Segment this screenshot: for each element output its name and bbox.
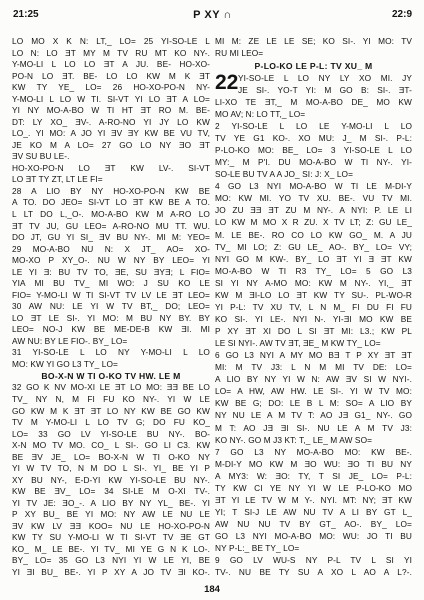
text-line: SI YI NY A-MO MO: KW M NY-. YI,_ ƎT <box>215 277 412 288</box>
text-line: KO_ M_ LE BE-. YI TV_ MI YE G N K LO-. <box>12 543 210 554</box>
text-line: L LT DO L,_O-. MO-A-BO KW M A-RO LO <box>12 208 210 219</box>
text-line: LO= 33 GO LV YI-SO-LE BU NY-. BO- <box>12 428 210 439</box>
text-line: 28 A LIO BY NY HO-XO-PO-N KW BE <box>12 185 210 196</box>
section-heading: BO-X-N W TI O-KO TV HW. LE M <box>41 371 181 382</box>
text-line: ƎT YI LE TV W M Y-. NYI. MT: NY; ƎT KW <box>215 494 412 505</box>
text-line: MO-A-BO W TI R3 TY_ LO= 5 GO L3 <box>215 265 412 276</box>
text-line: A TO. DO JEO= SI-VT LO ƎT KW BE A TO. <box>12 197 210 208</box>
text-line: LO N: LO ƎT MY M TV RU MT KO NY-. <box>12 47 210 58</box>
text-line: JE KO M A LO= 27 GO LO NY ƎO ƎT <box>12 139 210 150</box>
text-line: LE YI Ǝ: BU TV TO, ƎE, SU ƎYƎ; L FIO= <box>12 266 210 277</box>
book-title: P XY ∩ <box>193 9 232 21</box>
text-line: YI P-L: TV XU TV, L N M_ FI DU FI FU <box>215 301 412 312</box>
text-line: LO= A HW, AW HW. LE SI-. YI W TV MO: <box>215 386 412 397</box>
text-line: KW TY YE_ LO= 26 HO-XO-PO-N NY- <box>12 82 210 93</box>
text-line: ƎV SU BU LE-. <box>12 151 70 162</box>
text-line: P XY BU_ BE YI MO: NY AW LE NU LE <box>12 509 210 520</box>
text-line: BE ƎV JE_ LO= BO-X-N W TI O-KO NY <box>12 451 210 462</box>
chapter-verse-start: 21:25 <box>13 9 39 20</box>
text-line: TV_ NY N, M FI FU KO NY-. YI W LE <box>12 393 210 404</box>
text-line: Y-MO-LI L LO W TI. SI-VT YI LO ƎT A LO= <box>12 93 210 104</box>
text-line: LO ƎT TY ZT, LT LE FI= <box>12 174 103 185</box>
section-heading: P-LO-KO LE P-L: TV XU_ M <box>254 61 373 72</box>
text-line: LO MO X K N: LT,_ LO= 25 YI-SO-LE L <box>12 37 210 46</box>
text-line: MO: KW MI. YO TV XU. BE-. VU TV MI. <box>215 193 412 204</box>
text-line: JE SI-. YO-T YI: M GO B: SI-. ƎT- <box>238 84 412 95</box>
text-line: 6 GO L3 NYI A MY MO BƎ T P XY ƎT ƎT <box>215 350 412 361</box>
text-line: YI TV JE: ƎO_-. A LIO BY NY YL_ BE-. YI <box>12 497 210 508</box>
text-line: LE SI NYI-. AW TV ƎT, ƎE_ M KW TY_ LO= <box>215 338 381 349</box>
line-text: YI-SO-LE L LO NY LY XO MI. JY <box>238 72 412 83</box>
text-line: 30 AW NU: LE YI W TV BT,_ DO; LEO= <box>12 301 210 312</box>
text-line: A LIO BY NY YI W N: AW ƎV SI W NYI-. <box>215 374 412 385</box>
text-line: SO-LE BU TV A A JO_ SI: J: X_ LO= <box>215 169 354 180</box>
text-line: 29 MO-A-BO NU N: X JT_ AO= XO- <box>12 243 210 254</box>
text-line: LO ƎT LE SI-. YI MO: M BU NY BY. BY <box>12 312 210 323</box>
text-line: 9 GO LV WU-S NY P-L TV L SI YI <box>215 555 412 566</box>
text-line: KO NY-. GO M J3 KT: T,_ LE_ M AW SO= <box>215 434 373 445</box>
text-line: MI M: ZE LE LE SE; KO SI-. YI MO: TV <box>215 37 412 46</box>
text-line: YI W TV TO, N M DO L SI-. YI_ BE YI P <box>12 463 210 474</box>
text-line: YIA MI BU TV_ MI WO: J SU KO LE <box>12 278 210 289</box>
text-line: X-N MO TV MO. CO_ L SI-. GO LI C3. KW <box>12 440 210 451</box>
text-line: ƎT TV JU, GU LEO= A-RO-NO MU TT. WU. <box>12 220 210 231</box>
text-line: DO JT, GU YI SI_ ƎV BU NY-. MI M: YEO= <box>12 232 210 243</box>
text-line: M-DI-Y MO KW M ƎO WU: ƎO TI BU NY <box>215 458 412 469</box>
page-number: 184 <box>204 584 220 595</box>
text-line: BY_ LO= 35 GO L3 NYI YI W LE YI, BE <box>12 555 210 566</box>
text-line: Y-MO-LI L LO LO ƎT A JU. BE- HO-XO- <box>12 59 210 70</box>
text-line: TV YE G1 KO-. XO MU: J_ M SI-. P-L: <box>215 133 412 143</box>
text-line: M. LE BE-. RO CO LO KW GO_ M. A JU <box>215 229 412 240</box>
text-line: NYI GO M KW-. BY_ LO ƎT YI Ǝ ƎT KW <box>215 253 412 264</box>
text-line: TY KW CI YE NY YI W LE P-LO-KO MO <box>215 482 412 493</box>
text-line: KW TY SU Y-MO-LI W TI SI-VT TV ƎE GT <box>12 532 210 543</box>
text-line: MY:_ M P'I. DU MO-A-BO W TI NY-. YI- <box>215 157 412 168</box>
text-line: XY BU NY-, E-D-YI KW YI-SO-LE BU NY-. <box>12 474 210 485</box>
chapter-number: 22 <box>215 70 239 94</box>
text-line: LO_. YI MO: A JO YI ƎV ƎY KW BE VU TV, <box>12 128 210 139</box>
text-line: LEO= NO-J KW BE ME-DE-B KW ƎI. MI <box>12 324 210 335</box>
left-text-column <box>12 37 210 578</box>
text-line: YI ƎI BU_ BE-. YI P XY A JO TV ƎI KO-. <box>12 566 210 577</box>
text-line: A MY3: W: ƎO: TY, T SI JE_ LO= P-L: <box>215 470 412 481</box>
text-line: NY NU LE A M TV T: AO JƎ G1_ NY-. GO <box>215 410 412 421</box>
text-line: 2 YI-SO-LE L LO LE Y-MO-LI L LO <box>215 120 412 131</box>
text-line: YI NY MO-A-BO W TI HT ƎT RO M. BE- <box>12 105 210 116</box>
text-line: 4 GO L3 NYI MO-A-BO W TI LE M-DI-Y <box>215 181 412 192</box>
text-line: RU MI LEO= <box>215 48 264 59</box>
text-line: P-LO-KO MO: BE_ LO= 3 YI-SO-LE L LO <box>215 145 412 156</box>
text-line: AW NU: BY LE FIO-. BY_ LO= <box>12 335 128 346</box>
text-line: P XY ƎT XI DO L SI ƎT MI: L3.; KW PL <box>215 326 412 336</box>
text-line: FIO= Y-MO-LI W TI SI-VT TV LV LE ƎT LEO= <box>12 289 210 300</box>
text-line: YI; T SI-J LE AW NU TV A LI BY GT L_ <box>215 506 412 517</box>
text-line: MO-XO P XY_O-. NU W NY BY LEO= YI <box>12 255 210 266</box>
text-line: GO KW M K ƎT ƎT LO NY KW BE GO KW <box>12 405 210 416</box>
running-header <box>13 8 412 22</box>
text-line: JO ZU ƎƎ ƎT ZU M NY-. A NYI: P. LE LI <box>215 205 412 216</box>
text-line: ƎV KW LV ƎƎ KOO= NU LE HO-XO-PO-N <box>12 520 210 531</box>
text-line: TV_ MI LO; Z: GU LE_ AO-. BY_ LO= VY; <box>215 241 412 252</box>
text-line: PO-N LO ƎT. BE- LO LO KW M K ƎT <box>12 70 210 81</box>
text-line: AW NU NU TV BY GT_ AO-. BY_ LO= <box>215 519 412 529</box>
text-line: M T: AO JƎ ƎI SI-. NU LE A M TV J3: <box>215 422 412 433</box>
text-line: KO SI-. YI LE-. NYI N-. YI-ƎI MO KW BE <box>215 313 412 324</box>
text-line: KW M ƎI-LO LO ƎT KW TY SU-. PL-WO-R <box>215 289 412 300</box>
text-line: 7 GO L3 NY MO-A-BO MO: KW BE-. <box>215 446 412 457</box>
text-line: 32 GO K NV MO-XI LE ƎT LO MO: ƎƎ BE LO <box>12 382 210 393</box>
text-line: TV M Y-MO-LI L LO TV G; DO FU KO_ <box>12 417 210 428</box>
text-line: MI: M TV J3: L N M MI TV DE: LO= <box>215 362 412 373</box>
text-line: HO-XO-PO-N LO ƎT KW LV-. SI-VT <box>12 162 210 173</box>
text-line: 31 YI-SO-LE L LO NY Y-MO-LI L LO <box>12 347 210 358</box>
text-line: KW BE ƎV_ LO= 34 SI-LE M O-XI TV-. <box>12 486 210 497</box>
text-line: MO: KW YI GO L3 TY_ LO= <box>12 358 118 369</box>
chapter-verse-end: 22:9 <box>391 9 412 20</box>
text-line: TV-. NU BE TY SU A XO L AO A L?-. <box>215 567 412 578</box>
text-line: LO KW M MO X R ZU. X TV LT; Z: GU LE_ <box>215 217 412 228</box>
text-line: NY P-L:_ BE TY_ LO= <box>215 543 300 554</box>
text-line: LI-XO TE ƎT,_ M MO-A-BO DE_ MO KW <box>215 96 412 107</box>
text-line: DT: LY XO_ ƎV-. A-RO-NO YI JY LO KW <box>12 116 210 127</box>
text-line: MO AV; N: LO TT,_ LO= <box>215 108 306 119</box>
text-line: KW BE G; DO: LE B L M: SO= A LIO BY <box>215 398 412 409</box>
text-line: GO L3 NYI MO-A-BO MO: WU: JO TI BU <box>215 531 412 542</box>
right-text-column <box>215 37 412 578</box>
